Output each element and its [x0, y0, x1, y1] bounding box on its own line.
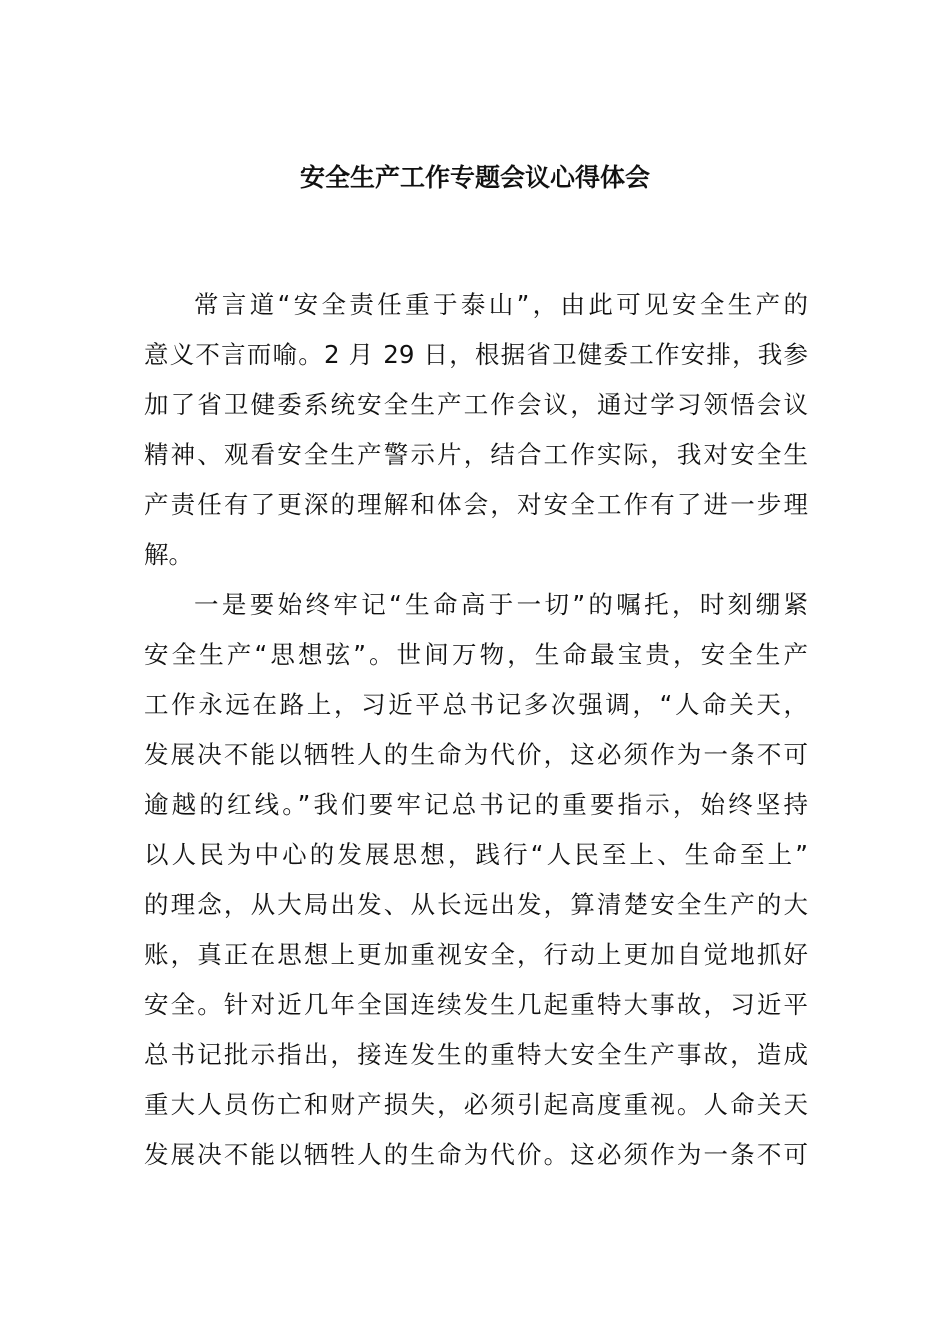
paragraph-2-line-3: 工作永远在路上，习近平总书记多次强调，“人命关天，	[144, 690, 808, 719]
paragraph-2-line-11: 重大人员伤亡和财产损失，必须引起高度重视。人命关天	[144, 1090, 808, 1119]
paragraph-1-line-1: 常言道“安全责任重于泰山”，由此可见安全生产的	[194, 290, 808, 319]
document-body	[144, 280, 808, 1180]
paragraph-2-line-8: 账，真正在思想上更加重视安全，行动上更加自觉地抓好	[144, 940, 808, 969]
paragraph-2-line-10: 总书记批示指出，接连发生的重特大安全生产事故，造成	[144, 1040, 808, 1069]
paragraph-1-line-2: 意义不言而喻。2 月 29 日，根据省卫健委工作安排，我参	[144, 340, 808, 369]
paragraph-2-line-4: 发展决不能以牺牲人的生命为代价，这必须作为一条不可	[144, 740, 808, 769]
paragraph-2-line-6: 以人民为中心的发展思想，践行“人民至上、生命至上”	[144, 840, 808, 869]
paragraph-2-line-7: 的理念，从大局出发、从长远出发，算清楚安全生产的大	[144, 890, 808, 919]
paragraph-1-line-5: 产责任有了更深的理解和体会，对安全工作有了进一步理	[144, 490, 808, 519]
paragraph-1-line-4: 精神、观看安全生产警示片，结合工作实际，我对安全生	[144, 440, 808, 469]
paragraph-2-line-5: 逾越的红线。”我们要牢记总书记的重要指示，始终坚持	[144, 790, 808, 819]
paragraph-2-line-9: 安全。针对近几年全国连续发生几起重特大事故，习近平	[144, 990, 808, 1019]
document-title: 安全生产工作专题会议心得体会	[299, 163, 650, 192]
paragraph-2-line-2: 安全生产“思想弦”。世间万物，生命最宝贵，安全生产	[144, 640, 808, 669]
paragraph-1-line-3: 加了省卫健委系统安全生产工作会议，通过学习领悟会议	[144, 390, 808, 419]
paragraph-2-line-1: 一是要始终牢记“生命高于一切”的嘱托，时刻绷紧	[194, 590, 808, 619]
paragraph-2-line-12: 发展决不能以牺牲人的生命为代价。这必须作为一条不可	[144, 1140, 808, 1169]
paragraph-1-line-6: 解。	[144, 540, 193, 569]
